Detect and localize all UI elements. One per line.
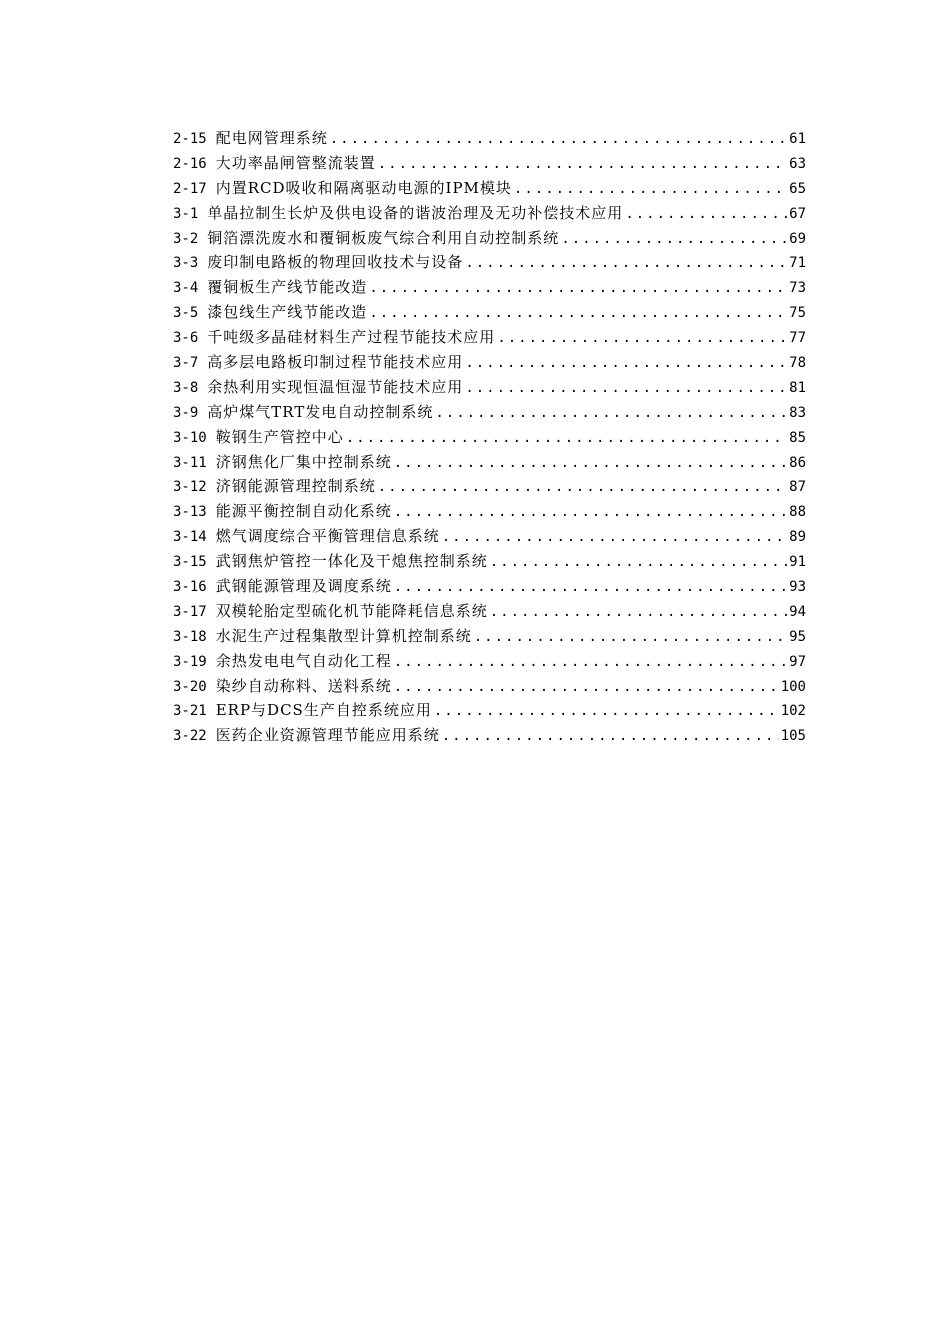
toc-entry-title: 废印制电路板的物理回收技术与设备 [207, 253, 464, 272]
toc-entry[interactable] [173, 300, 806, 325]
toc-entry-number: 3-5 [173, 305, 199, 322]
toc-entry[interactable] [173, 649, 806, 674]
toc-entry-page: 75 [789, 305, 806, 322]
toc-entry-page: 102 [780, 703, 806, 720]
toc-entry-number: 3-6 [173, 330, 199, 347]
toc-entry[interactable] [173, 400, 806, 425]
toc-entry-number: 3-20 [173, 678, 207, 695]
toc-entry[interactable] [173, 375, 806, 400]
toc-entry-title: 武钢焦炉管控一体化及干熄焦控制系统 [215, 552, 488, 571]
toc-entry-number: 2-16 [173, 155, 207, 172]
toc-entry-page: 83 [789, 404, 806, 421]
dot-leader [514, 177, 787, 202]
toc-entry-page: 89 [789, 529, 806, 546]
toc-entry-number: 3-17 [173, 603, 207, 620]
toc-entry[interactable] [173, 499, 806, 524]
toc-entry-page: 94 [789, 603, 806, 620]
toc-entry[interactable] [173, 674, 806, 699]
toc-entry[interactable] [173, 474, 806, 499]
toc-entry[interactable] [173, 176, 806, 201]
toc-entry[interactable] [173, 275, 806, 300]
toc-entry-page: 85 [789, 429, 806, 446]
toc-entry-page: 78 [789, 355, 806, 372]
toc-entry-page: 87 [789, 479, 806, 496]
toc-entry-page: 67 [789, 205, 806, 222]
toc-entry-page: 61 [789, 131, 806, 147]
dot-leader [394, 675, 779, 700]
toc-entry[interactable] [173, 226, 806, 251]
toc-entry-number: 3-18 [173, 628, 207, 645]
toc-entry-number: 3-10 [173, 429, 207, 446]
dot-leader [465, 251, 787, 276]
toc-entry-page: 81 [789, 379, 806, 396]
toc-entry-page: 91 [789, 554, 806, 571]
toc-entry-title: 大功率晶闸管整流装置 [215, 153, 376, 172]
toc-entry-number: 3-22 [173, 728, 207, 745]
dot-leader [435, 401, 787, 426]
toc-entry-title: 鞍钢生产管控中心 [215, 427, 344, 446]
toc-entry-page: 69 [789, 230, 806, 247]
toc-entry-title: 内置RCD吸收和隔离驱动电源的IPM模块 [215, 178, 512, 197]
dot-leader [625, 202, 787, 227]
dot-leader [378, 475, 787, 500]
toc-entry[interactable] [173, 624, 806, 649]
toc-entry[interactable] [173, 151, 806, 176]
toc-entry-number: 3-3 [173, 255, 199, 272]
toc-entry-title: 双模轮胎定型硫化机节能降耗信息系统 [215, 601, 488, 620]
toc-entry-title: 千吨级多晶硅材料生产过程节能技术应用 [207, 328, 496, 347]
toc-entry-title: 铜箔漂洗废水和覆铜板废气综合利用自动控制系统 [207, 228, 560, 247]
toc-entry[interactable] [173, 325, 806, 350]
toc-entry[interactable] [173, 250, 806, 275]
dot-leader [490, 550, 787, 575]
toc-entry-page: 63 [789, 155, 806, 172]
dot-leader [465, 351, 787, 376]
dot-leader [394, 500, 787, 525]
dot-leader [490, 600, 787, 625]
dot-leader [330, 127, 787, 152]
toc-entry-page: 86 [789, 454, 806, 471]
dot-leader [346, 426, 787, 451]
toc-entry[interactable] [173, 126, 806, 151]
toc-entry-title: 燃气调度综合平衡管理信息系统 [215, 527, 440, 546]
dot-leader [394, 650, 787, 675]
dot-leader [434, 699, 779, 724]
toc-entry-page: 105 [780, 728, 806, 745]
dot-leader [369, 301, 787, 326]
dot-leader [378, 152, 787, 177]
toc-entry-number: 3-7 [173, 355, 199, 372]
toc-entry-number: 3-16 [173, 579, 207, 596]
dot-leader [394, 451, 787, 476]
toc-entry-page: 97 [789, 653, 806, 670]
toc-entry-title: 医药企业资源管理节能应用系统 [215, 726, 440, 745]
toc-entry[interactable] [173, 201, 806, 226]
dot-leader [497, 326, 787, 351]
toc-entry-number: 3-1 [173, 205, 199, 222]
toc-entry-page: 77 [789, 330, 806, 347]
toc-entry-title: ERP与DCS生产自控系统应用 [215, 701, 432, 720]
toc-entry-page: 95 [789, 628, 806, 645]
toc-entry[interactable] [173, 450, 806, 475]
toc-entry-title: 配电网管理系统 [215, 129, 328, 147]
toc-entry-number: 3-12 [173, 479, 207, 496]
dot-leader [465, 376, 787, 401]
toc-entry-number: 3-9 [173, 404, 199, 421]
toc-entry-page: 93 [789, 579, 806, 596]
toc-entry-title: 余热发电电气自动化工程 [215, 651, 392, 670]
dot-leader [369, 276, 787, 301]
toc-entry-number: 2-15 [173, 131, 207, 147]
toc-entry-title: 武钢能源管理及调度系统 [215, 577, 392, 596]
dot-leader [442, 525, 787, 550]
toc-entry-number: 3-13 [173, 504, 207, 521]
toc-entry[interactable] [173, 350, 806, 375]
toc-entry-number: 3-21 [173, 703, 207, 720]
toc-entry-title: 高多层电路板印制过程节能技术应用 [207, 353, 464, 372]
toc-entry[interactable] [173, 599, 806, 624]
toc-entry-number: 3-8 [173, 379, 199, 396]
toc-entry[interactable] [173, 549, 806, 574]
dot-leader [561, 227, 787, 252]
toc-entry-number: 3-19 [173, 653, 207, 670]
toc-entry-number: 3-11 [173, 454, 207, 471]
toc-entry-title: 济钢焦化厂集中控制系统 [215, 452, 392, 471]
toc-entry-title: 余热利用实现恒温恒湿节能技术应用 [207, 377, 464, 396]
toc-entry-title: 漆包线生产线节能改造 [207, 303, 368, 322]
dot-leader [442, 724, 779, 749]
toc-entry-number: 3-2 [173, 230, 199, 247]
toc-entry-title: 覆铜板生产线节能改造 [207, 278, 368, 297]
toc-entry-number: 2-17 [173, 180, 207, 197]
toc-entry[interactable] [173, 574, 806, 599]
toc-entry-title: 单晶拉制生长炉及供电设备的谐波治理及无功补偿技术应用 [207, 203, 624, 222]
toc-entry-number: 3-4 [173, 280, 199, 297]
toc-entry[interactable] [173, 698, 806, 723]
toc-entry-title: 能源平衡控制自动化系统 [215, 502, 392, 521]
toc-entry-title: 水泥生产过程集散型计算机控制系统 [215, 626, 472, 645]
toc-entry-number: 3-14 [173, 529, 207, 546]
toc-entry-title: 济钢能源管理控制系统 [215, 477, 376, 496]
toc-entry-page: 65 [789, 180, 806, 197]
toc-entry-number: 3-15 [173, 554, 207, 571]
toc-entry[interactable] [173, 425, 806, 450]
toc-entry[interactable] [173, 723, 806, 748]
toc-entry[interactable] [173, 524, 806, 549]
toc-entry-page: 73 [789, 280, 806, 297]
toc-entry-title: 高炉煤气TRT发电自动控制系统 [207, 402, 434, 421]
toc-entry-title: 染纱自动称料、送料系统 [215, 676, 392, 695]
toc-entry-page: 100 [780, 678, 806, 695]
toc-entry-page: 88 [789, 504, 806, 521]
table-of-contents [173, 126, 806, 748]
toc-entry-page: 71 [789, 255, 806, 272]
dot-leader [474, 625, 787, 650]
dot-leader [394, 575, 787, 600]
